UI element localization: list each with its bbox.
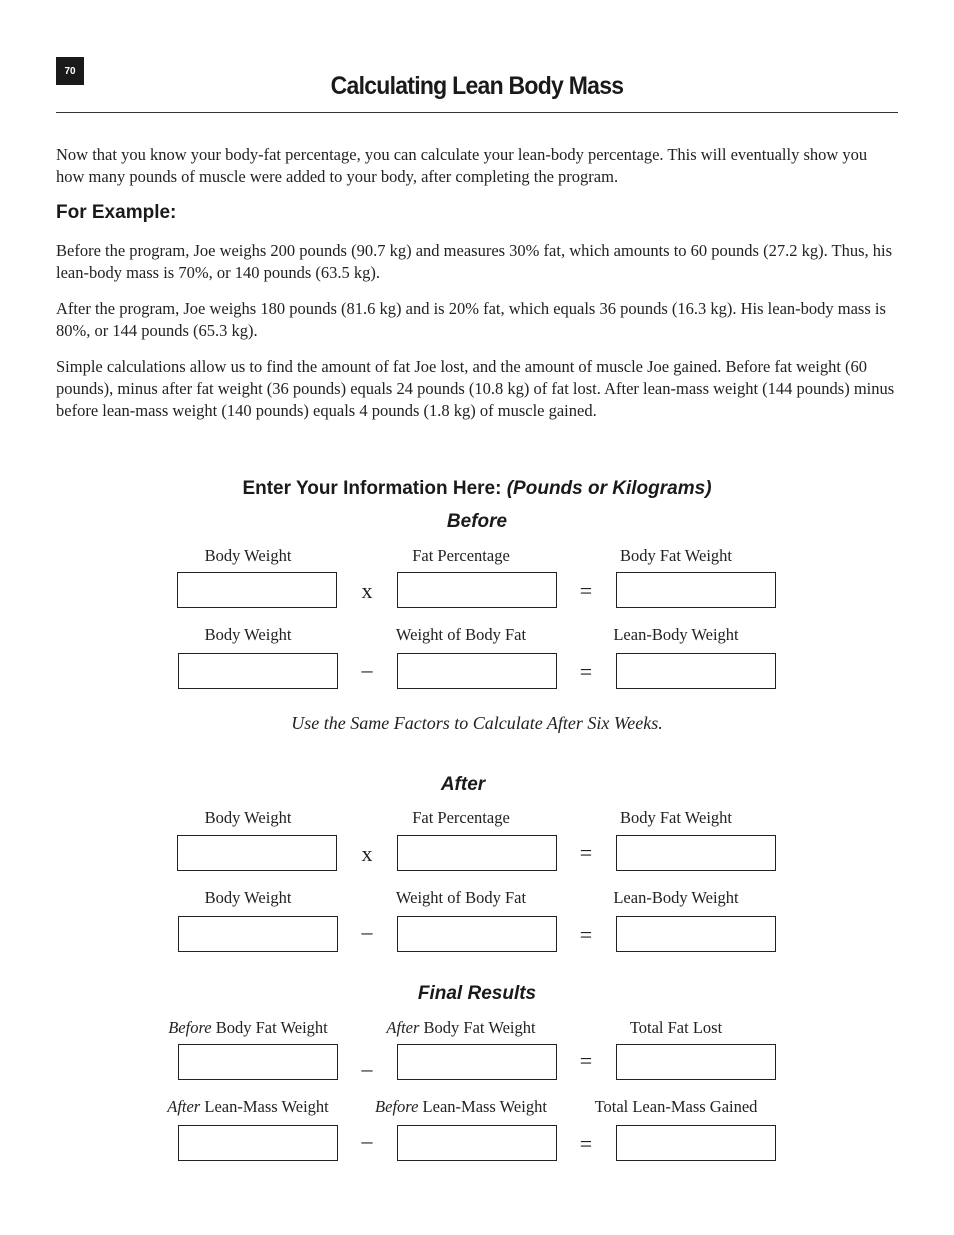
final-row1-label-a	[148, 1018, 348, 1038]
before-body-fat-weight-input[interactable]	[616, 572, 776, 608]
after-heading: After	[440, 774, 486, 795]
before-row1-label-b: Fat Percentage	[412, 546, 510, 565]
final-row2-label-a	[148, 1097, 348, 1117]
before-weight-of-body-fat-input[interactable]	[397, 653, 557, 689]
after-body-weight-input[interactable]	[177, 835, 337, 871]
before-row2-label-c: Lean-Body Weight	[613, 625, 739, 644]
title-rule	[56, 112, 898, 113]
final-row1-label-a-prefix: Before	[168, 1018, 212, 1037]
before-body-weight-input[interactable]	[177, 572, 337, 608]
minus-operator: –	[361, 919, 373, 944]
equals-operator: =	[579, 840, 593, 865]
after-body-fat-weight-input[interactable]	[616, 835, 776, 871]
before-fat-percentage-input[interactable]	[397, 572, 557, 608]
total-fat-lost-input[interactable]	[616, 1044, 776, 1080]
after-row2-label-a: Body Weight	[204, 888, 292, 907]
before-row2-label-a: Body Weight	[204, 625, 292, 644]
before-row1-label-c: Body Fat Weight	[619, 546, 733, 565]
before-heading: Before	[446, 511, 508, 532]
final-row2-label-a-prefix: After	[167, 1097, 201, 1116]
final-before-lean-mass-weight-input[interactable]	[397, 1125, 557, 1161]
final-row2-label-b-text: Lean-Mass Weight	[418, 1097, 547, 1116]
enter-info-heading	[0, 478, 954, 500]
before-lean-body-weight-input[interactable]	[616, 653, 776, 689]
before-body-weight-2-input[interactable]	[178, 653, 338, 689]
final-row2-label-a-text: Lean-Mass Weight	[200, 1097, 329, 1116]
final-after-lean-mass-weight-input[interactable]	[178, 1125, 338, 1161]
enter-info-main: Enter Your Information Here:	[242, 478, 502, 499]
before-row1-label-a: Body Weight	[204, 546, 292, 565]
final-row1-label-b-text: Body Fat Weight	[419, 1018, 536, 1037]
equals-operator: =	[579, 1131, 593, 1156]
equals-operator: =	[579, 659, 593, 684]
multiply-operator: x	[361, 841, 373, 866]
instruction-note: Use the Same Factors to Calculate After Six Weeks.	[291, 713, 663, 733]
final-row1-label-a-text: Body Fat Weight	[211, 1018, 328, 1037]
final-after-body-fat-weight-input[interactable]	[397, 1044, 557, 1080]
page-title: Calculating Lean Body Mass	[330, 72, 624, 100]
final-before-body-fat-weight-input[interactable]	[178, 1044, 338, 1080]
final-row1-label-b	[361, 1018, 561, 1038]
multiply-operator: x	[361, 578, 373, 603]
final-row1-label-b-prefix: After	[386, 1018, 420, 1037]
example-heading: For Example:	[56, 202, 177, 223]
after-lean-body-weight-input[interactable]	[616, 916, 776, 952]
intro-paragraph: Now that you know your body-fat percentage, you can calculate your lean-body percentage. This will eventually show you how many pounds of muscle were added to your body, after completing the program.	[56, 145, 868, 186]
after-row1-label-b: Fat Percentage	[412, 808, 510, 827]
after-weight-of-body-fat-input[interactable]	[397, 916, 557, 952]
final-row2-label-b	[361, 1097, 561, 1117]
after-fat-percentage-input[interactable]	[397, 835, 557, 871]
minus-operator: –	[361, 1128, 373, 1153]
example-paragraph-2: After the program, Joe weighs 180 pounds (81.6 kg) and is 20% fat, which equals 36 pounds (16.3 kg). His lean-body mass is 80%, or 144 pounds (65.3 kg).	[56, 299, 886, 340]
final-row2-label-b-prefix: Before	[375, 1097, 419, 1116]
minus-operator: –	[361, 1056, 373, 1081]
after-row1-label-c: Body Fat Weight	[619, 808, 733, 827]
before-row2-label-b: Weight of Body Fat	[395, 625, 527, 644]
enter-info-units: (Pounds or Kilograms)	[506, 478, 712, 499]
final-results-heading: Final Results	[417, 983, 537, 1004]
equals-operator: =	[579, 578, 593, 603]
after-body-weight-2-input[interactable]	[178, 916, 338, 952]
page-number: 70	[56, 57, 84, 85]
after-row2-label-c: Lean-Body Weight	[613, 888, 739, 907]
final-row2-label-c: Total Lean-Mass Gained	[594, 1097, 758, 1116]
example-paragraph-3: Simple calculations allow us to find the amount of fat Joe lost, and the amount of muscle Joe gained. Before fat weight (60 pounds), minus after fat weight (36 pounds) equals 24 pounds (10.8 kg) of fat lost. After lean-mass weight (144 pounds) minus before lean-mass weight (140 pounds) equals 4 pounds (1.8 kg) of muscle gained.	[56, 357, 895, 420]
equals-operator: =	[579, 922, 593, 947]
total-lean-mass-gained-input[interactable]	[616, 1125, 776, 1161]
after-row1-label-a: Body Weight	[204, 808, 292, 827]
minus-operator: –	[361, 657, 373, 682]
example-paragraph-1: Before the program, Joe weighs 200 pounds (90.7 kg) and measures 30% fat, which amounts to 60 pounds (27.2 kg). Thus, his lean-body mass is 70%, or 140 pounds (63.5 kg).	[56, 241, 893, 282]
final-row1-label-c: Total Fat Lost	[629, 1018, 723, 1037]
equals-operator: =	[579, 1048, 593, 1073]
after-row2-label-b: Weight of Body Fat	[395, 888, 527, 907]
